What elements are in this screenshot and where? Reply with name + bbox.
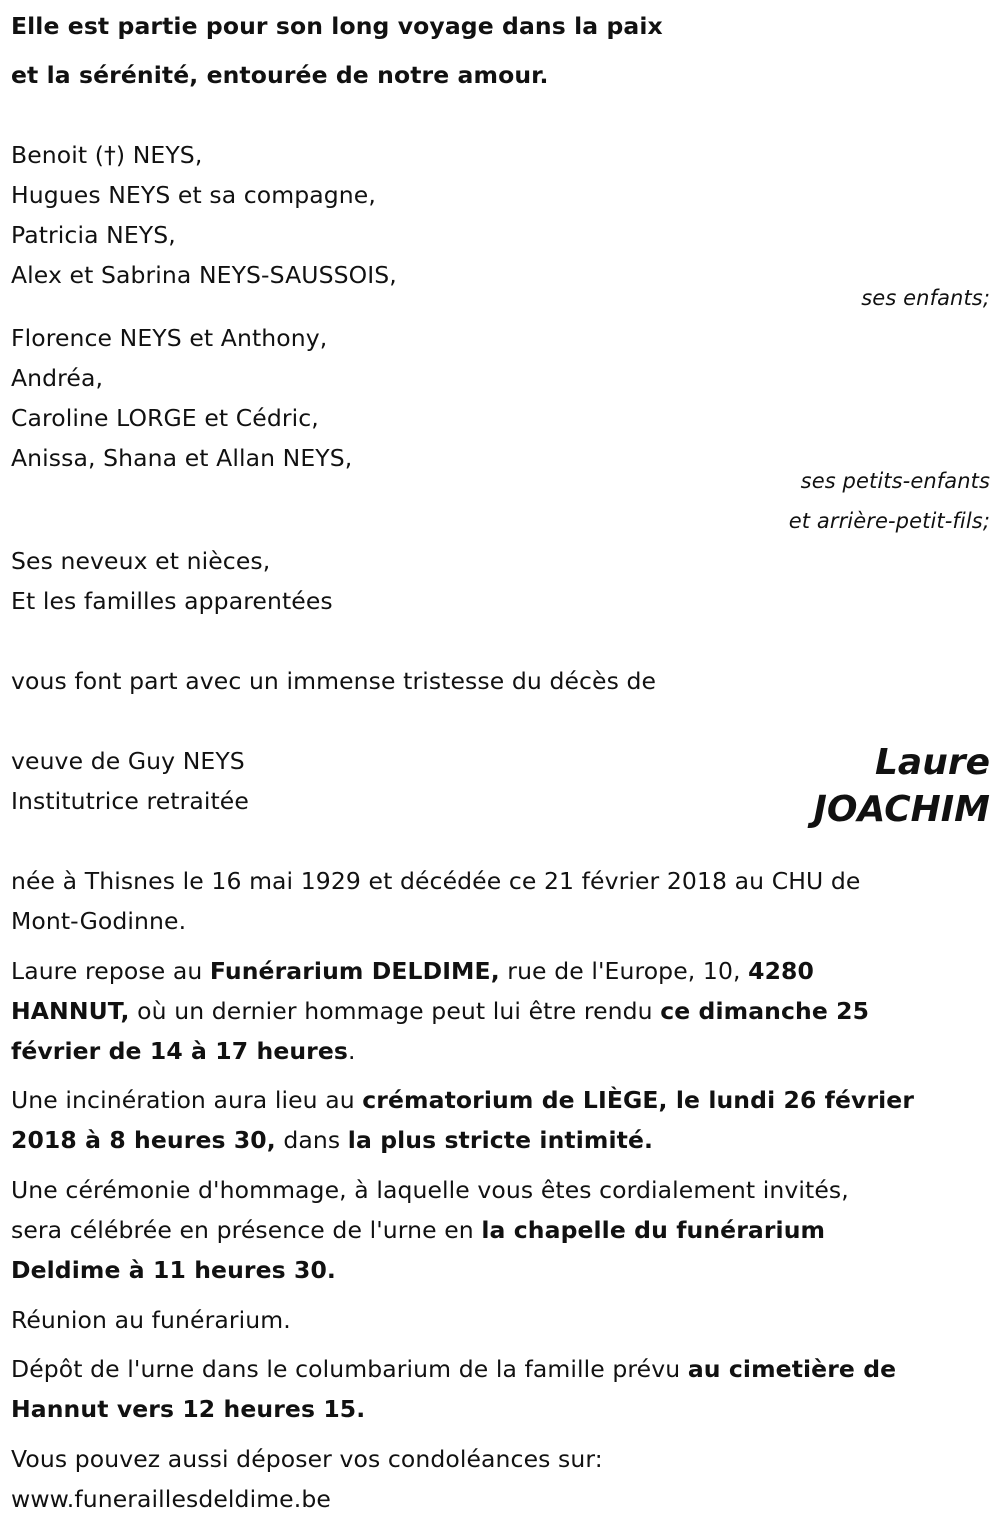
date: ce dimanche 25: [660, 997, 870, 1025]
deceased-first-name: Laure: [874, 742, 990, 783]
family-member: Anissa, Shana et Allan NEYS,: [11, 444, 353, 472]
place: au cimetière de: [687, 1355, 897, 1383]
text: où un dernier hommage peut lui être rendu: [129, 997, 661, 1025]
text: Une incinération aura lieu au: [11, 1086, 363, 1114]
text: rue de l'Europe, 10,: [499, 957, 749, 985]
intro-line: Elle est partie pour son long voyage dans la paix: [11, 12, 663, 40]
family-member: Andréa,: [11, 364, 104, 392]
ceremony-info: Deldime à 11 heures 30.: [11, 1256, 336, 1284]
cremation-info: [11, 1085, 914, 1115]
relation-label: ses enfants;: [861, 286, 990, 310]
deceased-detail: veuve de Guy NEYS: [11, 747, 245, 775]
cremation-info: [11, 1125, 653, 1155]
family-member: Hugues NEYS et sa compagne,: [11, 181, 376, 209]
place: crématorium de LIÈGE, le lundi 26 février: [362, 1086, 915, 1114]
time: 2018 à 8 heures 30,: [11, 1126, 276, 1154]
intro-line: et la sérénité, entourée de notre amour.: [11, 61, 549, 89]
ceremony-info: [11, 1215, 825, 1245]
text: dans: [275, 1126, 348, 1154]
relation-label: et arrière-petit-fils;: [788, 509, 990, 533]
family-member: Et les familles apparentées: [11, 587, 333, 615]
rest-info: [11, 1036, 356, 1066]
deceased-detail: Institutrice retraitée: [11, 787, 249, 815]
place: la chapelle du funérarium: [481, 1216, 826, 1244]
family-member: Florence NEYS et Anthony,: [11, 324, 328, 352]
rest-info: [11, 996, 869, 1026]
deceased-last-name: JOACHIM: [813, 789, 990, 830]
birth-info: née à Thisnes le 16 mai 1929 et décédée ce 21 février 2018 au CHU de: [11, 867, 861, 895]
text: Laure repose au: [11, 957, 210, 985]
announcement: vous font part avec un immense tristesse du décès de: [11, 667, 657, 695]
condolences-link[interactable]: www.funeraillesdeldime.be: [11, 1485, 331, 1513]
urn-info: [11, 1354, 896, 1384]
ceremony-info: Une cérémonie d'hommage, à laquelle vous êtes cordialement invités,: [11, 1176, 849, 1204]
city: HANNUT,: [11, 997, 130, 1025]
text: Dépôt de l'urne dans le columbarium de la famille prévu: [11, 1355, 688, 1383]
family-member: Patricia NEYS,: [11, 221, 176, 249]
privacy: la plus stricte intimité.: [347, 1126, 654, 1154]
rest-info: [11, 956, 814, 986]
family-member: Caroline LORGE et Cédric,: [11, 404, 319, 432]
family-member: Benoit (†) NEYS,: [11, 141, 203, 169]
postcode: 4280: [748, 957, 814, 985]
family-member: Ses neveux et nièces,: [11, 547, 271, 575]
urn-info: Hannut vers 12 heures 15.: [11, 1395, 366, 1423]
family-member: Alex et Sabrina NEYS-SAUSSOIS,: [11, 261, 397, 289]
place: Funérarium DELDIME,: [209, 957, 500, 985]
birth-info: Mont-Godinne.: [11, 907, 187, 935]
condolences-text: Vous pouvez aussi déposer vos condoléances sur:: [11, 1445, 603, 1473]
text: sera célébrée en présence de l'urne en: [11, 1216, 482, 1244]
text: .: [348, 1037, 356, 1065]
date: février de 14 à 17 heures: [11, 1037, 348, 1065]
relation-label: ses petits-enfants: [800, 469, 990, 493]
reunion-info: Réunion au funérarium.: [11, 1306, 291, 1334]
